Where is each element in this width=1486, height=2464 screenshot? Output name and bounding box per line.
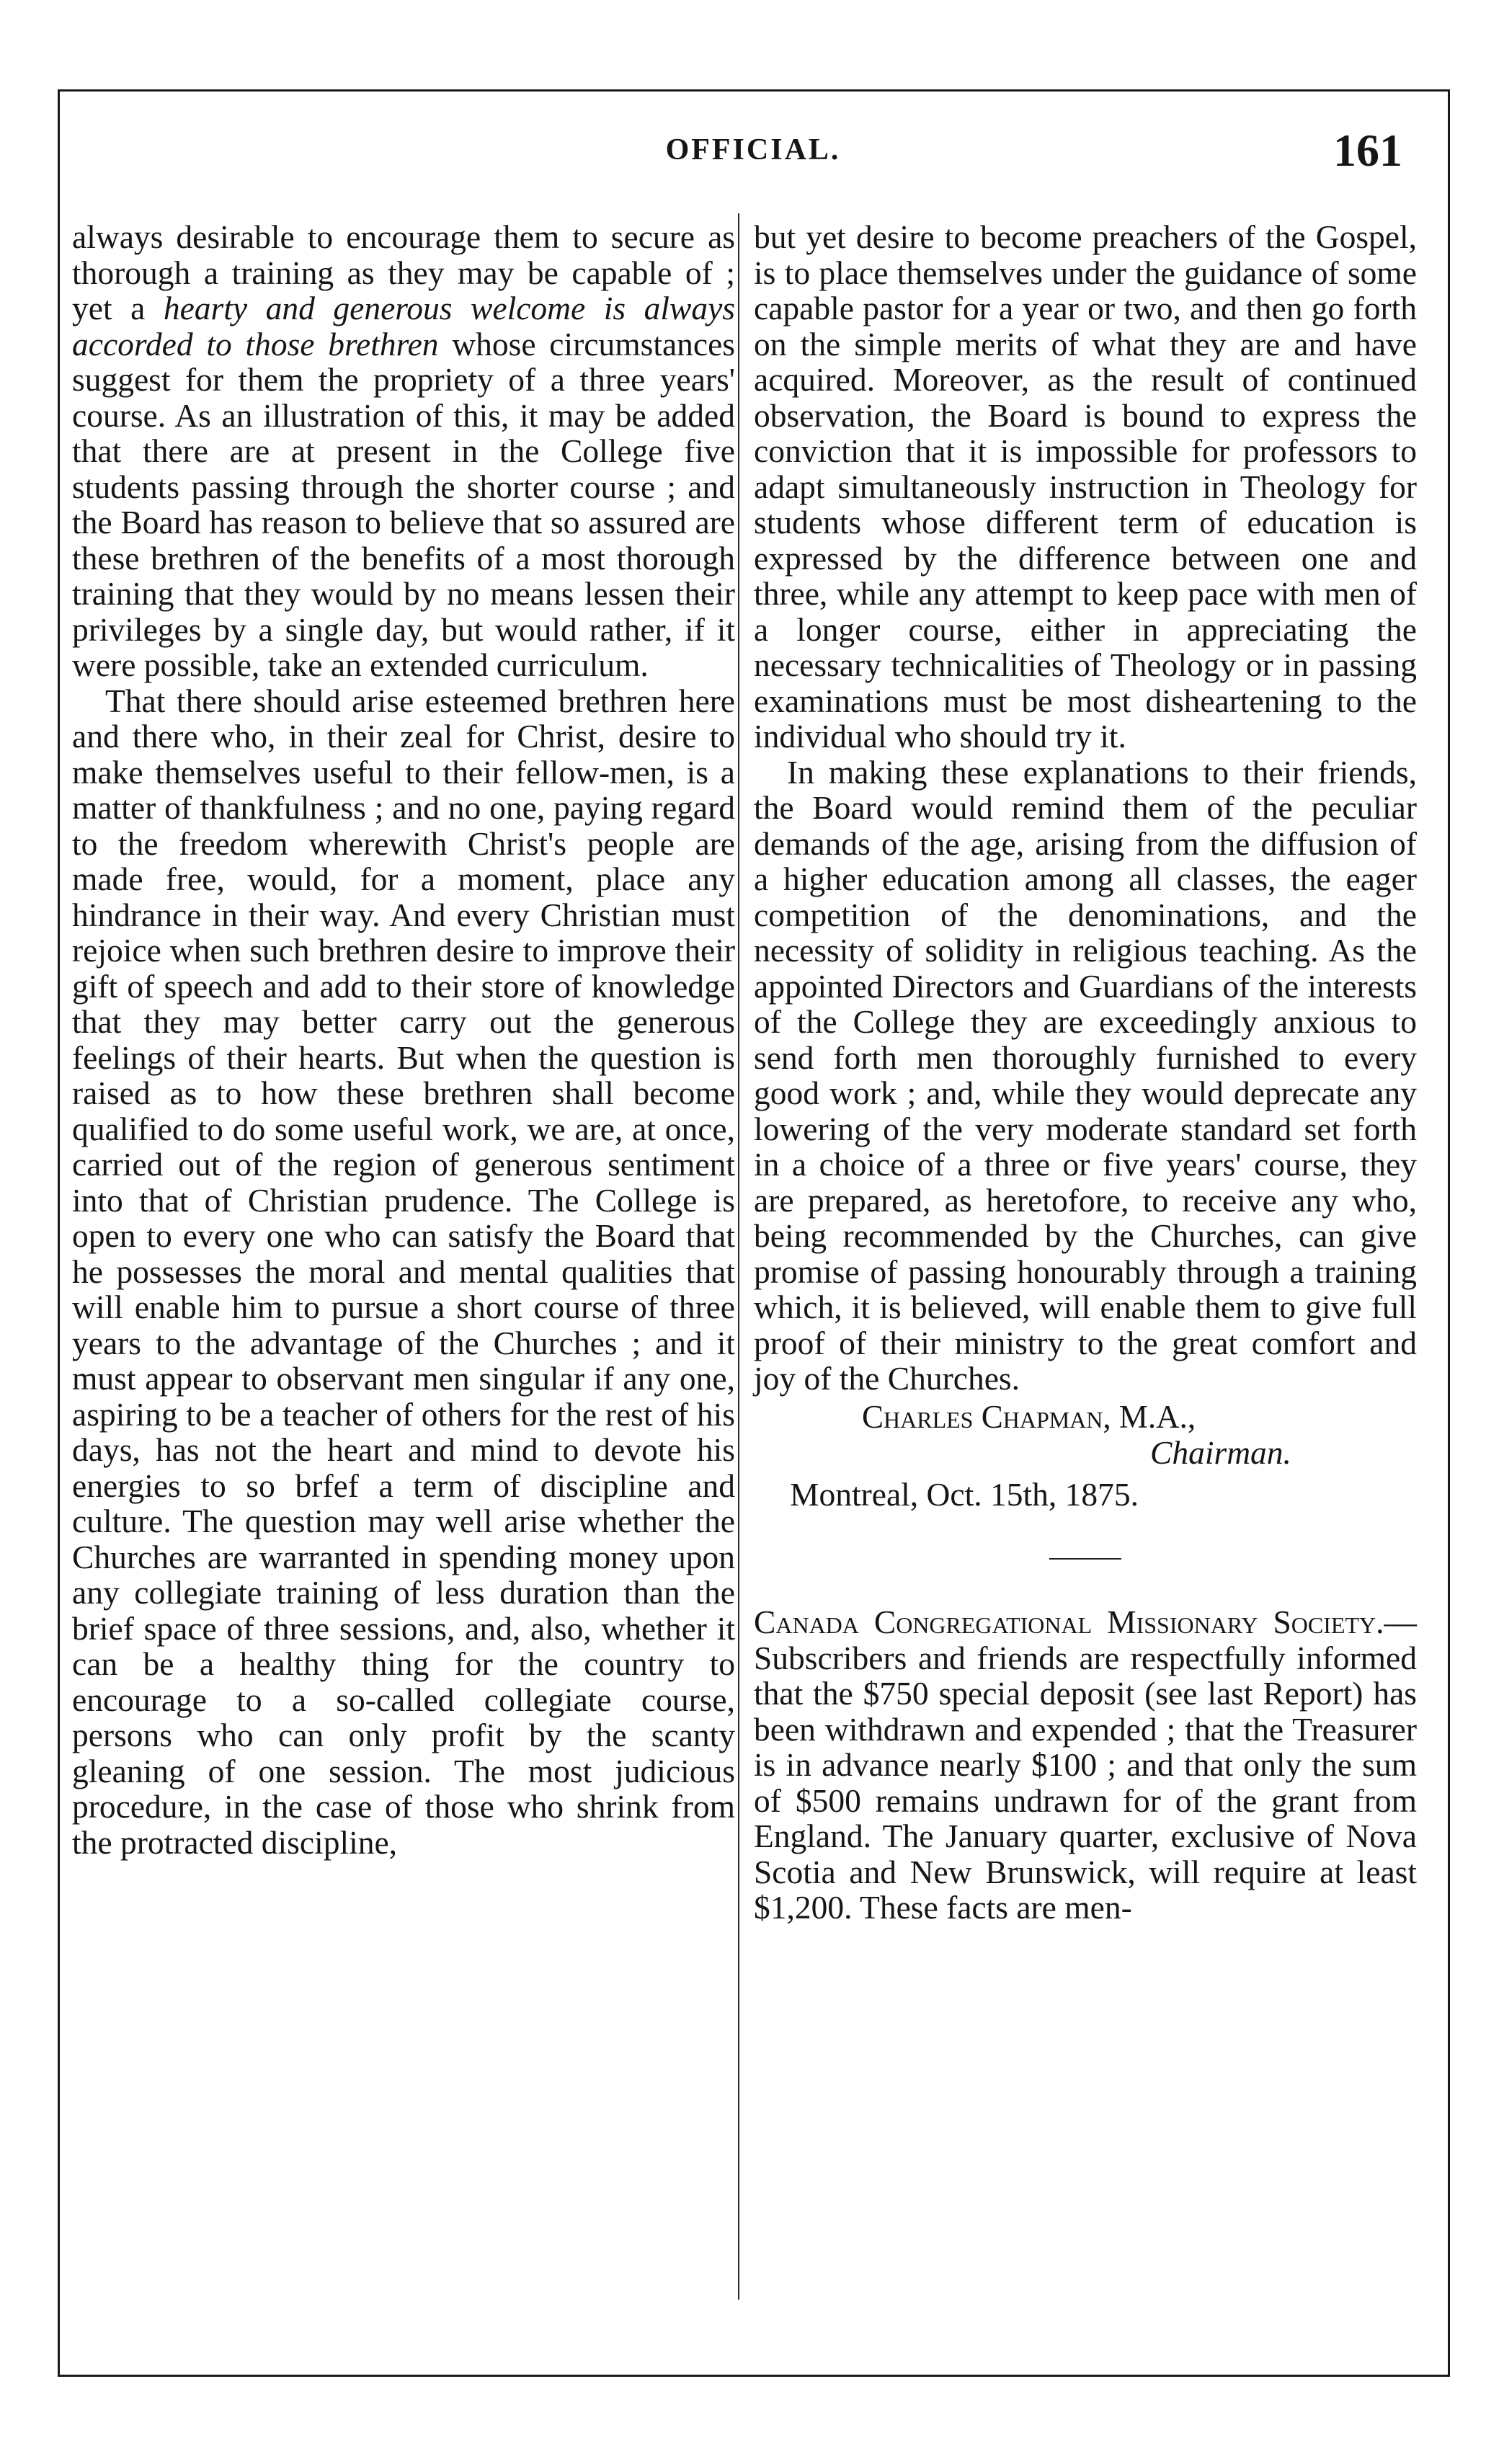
notice-body: —Subscribers and friends are respectfully informed that the $750 special deposit (see last Report) has been withdrawn and expended ; that the Treasurer is in advance nearly $100 ; and that only the sum of $500 remains undrawn for of the grant from England. The January quarter, exclusive of Nova Scotia and New Brunswick, will require at least $1,200. These facts are men-: [754, 1604, 1417, 1926]
left-p1-text-a: always desirable to encourage them to secure as thorough a training as they may be capable of ; yet a: [72, 218, 735, 326]
running-head: [65, 125, 1441, 179]
left-column: [72, 219, 735, 1860]
left-paragraph-1: [72, 219, 735, 683]
left-p1-text-b: whose circumstances suggest for them the propriety of a three years' course. As an illustration of this, it may be added that there are at present in the College five students passing through the shorter course ; and the Board has reason to believe that so assured are these brethren of the benefits of a most thorough training that they would by no means lessen their privileges by a single day, but would rather, if it were possible, take an extended curriculum.: [72, 325, 736, 683]
right-column: [754, 219, 1417, 1926]
right-paragraph-1: but yet desire to become preachers of the Gospel, is to place themselves under the guidance of some capable pastor for a year or two, and then go forth on the simple merits of what they are and have acquired. Moreover, as the result of continued observation, the Board is bound to express the conviction that it is impossible for professors to adapt simultaneously instruction in Theology for students whose different term of education is expressed by the difference between one and three, while any attempt to keep pace with men of a longer course, either in appreciating the necessary technicalities of Theology or in passing examinations must be most disheartening to the individual who should try it.: [754, 218, 1417, 755]
left-paragraph-2: That there should arise esteemed brethren here and there who, in their zeal for Christ, desire to make themselves useful to their fellow-men, is a matter of thankfulness ; and no one, paying regard to the freedom wherewith Christ's people are made free, would, for a moment, place any hindrance in their way. And every Christian must rejoice when such brethren desire to improve their gift of speech and add to their store of knowledge that they may better carry out the generous feelings of their hearts. But when the question is raised as to how these brethren shall become qualified to do some useful work, we are, at once, carried out of the region of generous sentiment into that of Christian prudence. The College is open to every one who can satisfy the Board that he possesses the moral and mental qualities that will enable him to pursue a short course of three years to the advantage of the Churches ; and it must appear to observant men singular if any one, aspiring to be a teacher of others for the rest of his days, has not the heart and mind to devote his energies to so brfef a term of discipline and culture. The question may well arise whether the Churches are warranted in spending money upon any collegiate training of less duration than the brief space of three sessions, and, also, whether it can be a healthy thing for the country to encourage to a so-called collegiate course, persons who can only profit by the scanty gleaning of one session. The most judicious procedure, in the case of those who shrink from the protracted discipline,: [72, 682, 735, 1861]
signature-role: Chairman.: [1150, 1434, 1291, 1471]
left-p1-italic: hearty and generous welcome is always accorded to those brethren: [72, 290, 735, 363]
column-divider: [738, 213, 739, 2300]
right-paragraph-2: In making these explanations to their friends, the Board would remind them of the peculiar demands of the age, arising from the diffusion of a higher education among all classes, the eager competition of the denominations, and the necessity of solidity in religious teaching. As the appointed Directors and Guardians of the interests of the College they are exceedingly anxious to send forth men thoroughly furnished to every good work ; and, while they would deprecate any lowering of the very moderate standard set forth in a choice of a three or five years' course, they are prepared, as heretofore, to receive any who, being recommended by the Churches, can give promise of passing honourably through a training which, it is believed, will enable them to give full proof of their ministry to the great comfort and joy of the Churches.: [754, 753, 1417, 1397]
signature-name: Charles Chapman, M.A.,: [862, 1398, 1196, 1435]
notice-heading: Canada Congregational Missionary Society.: [754, 1604, 1384, 1640]
page-number: 161: [1333, 125, 1402, 176]
dateline: Montreal, Oct. 15th, 1875.: [790, 1475, 1139, 1513]
notice-paragraph: [754, 1604, 1417, 1926]
running-head-title: OFFICIAL.: [665, 133, 841, 166]
section-separator: [1049, 1558, 1121, 1560]
